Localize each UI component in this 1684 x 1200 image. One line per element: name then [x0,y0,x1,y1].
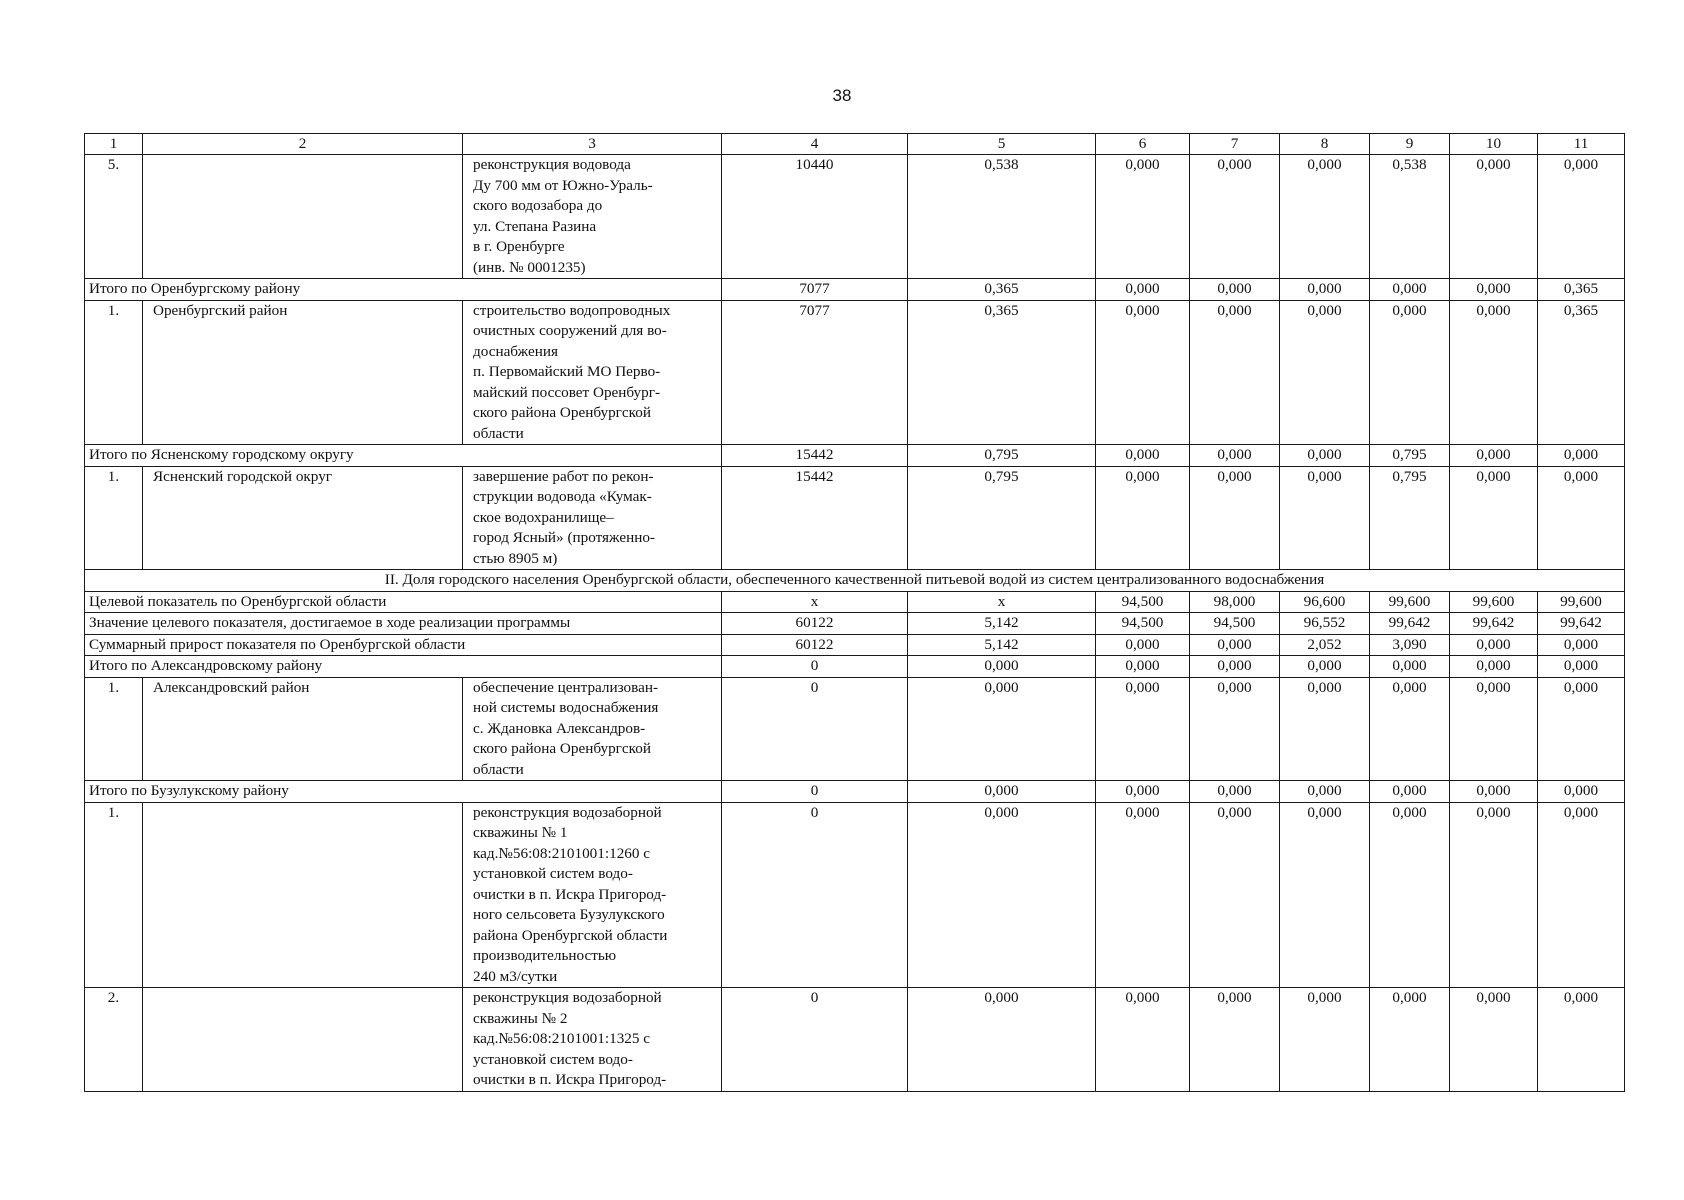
col4-value: 10440 [722,155,908,279]
col5-value: 0,000 [908,988,1096,1092]
measure-description: реконструкция водовода Ду 700 мм от Южно-Ураль- ского водозабора до ул. Степана Разина в г. Оренбурге (инв. № 0001235) [463,155,722,279]
col5-value: 0,365 [908,300,1096,445]
col5-value: 0,538 [908,155,1096,279]
column-header: 3 [463,134,722,155]
year-value: 99,642 [1370,613,1450,635]
year-value: 0,000 [1538,634,1625,656]
col5-value: 0,000 [908,802,1096,988]
year-value: 0,000 [1450,802,1538,988]
year-value: 0,000 [1450,781,1538,803]
year-value: 0,000 [1538,988,1625,1092]
year-value: 0,000 [1538,677,1625,781]
year-value: 94,500 [1096,591,1190,613]
district-name [143,155,463,279]
summary-row [85,781,1625,803]
column-header: 1 [85,134,143,155]
column-header: 2 [143,134,463,155]
measure-description: завершение работ по рекон- струкции водовода «Кумак- ское водохранилище– город Ясный» (протяженно- стью 8905 м) [463,466,722,570]
year-value: 0,000 [1190,279,1280,301]
table-row [85,466,1625,570]
year-value: 0,000 [1370,677,1450,781]
column-header: 6 [1096,134,1190,155]
program-table [84,133,1625,1092]
col5-value: 5,142 [908,613,1096,635]
year-value: 0,000 [1370,656,1450,678]
year-value: 0,000 [1096,279,1190,301]
measure-description: реконструкция водозаборной скважины № 2 кад.№56:08:2101001:1325 с установкой систем водо- очистки в п. Искра Пригород- [463,988,722,1092]
summary-row [85,591,1625,613]
year-value: 0,000 [1096,802,1190,988]
year-value: 94,500 [1096,613,1190,635]
table-row [85,802,1625,988]
table-row [85,155,1625,279]
col5-value: 5,142 [908,634,1096,656]
summary-label: Суммарный прирост показателя по Оренбургской области [85,634,722,656]
year-value: 0,000 [1538,802,1625,988]
col4-value: 0 [722,988,908,1092]
col4-value: 0 [722,656,908,678]
year-value: 0,000 [1096,634,1190,656]
col5-value: 0,000 [908,656,1096,678]
table-row [85,300,1625,445]
year-value: 0,795 [1370,466,1450,570]
col4-value: 15442 [722,466,908,570]
col5-value: 0,000 [908,781,1096,803]
row-number: 1. [85,677,143,781]
summary-row [85,634,1625,656]
year-value: 0,000 [1280,781,1370,803]
year-value: 0,000 [1450,155,1538,279]
col5-value: x [908,591,1096,613]
year-value: 0,000 [1280,466,1370,570]
year-value: 0,000 [1450,656,1538,678]
summary-row [85,656,1625,678]
year-value: 0,000 [1280,677,1370,781]
col4-value: 0 [722,802,908,988]
year-value: 0,000 [1096,466,1190,570]
year-value: 99,642 [1538,613,1625,635]
year-value: 0,000 [1190,445,1280,467]
summary-label: Итого по Оренбургскому району [85,279,722,301]
summary-row [85,613,1625,635]
district-name [143,988,463,1092]
year-value: 0,795 [1370,445,1450,467]
row-number: 1. [85,802,143,988]
measure-description: реконструкция водозаборной скважины № 1 кад.№56:08:2101001:1260 с установкой систем водо- очистки в п. Искра Пригород- ного сельсовета Бузулукского района Оренбургской области производительностью 240 м3/сутки [463,802,722,988]
summary-row [85,445,1625,467]
col5-value: 0,795 [908,466,1096,570]
year-value: 0,000 [1450,300,1538,445]
year-value: 0,000 [1190,802,1280,988]
summary-label: Итого по Александровскому району [85,656,722,678]
year-value: 96,552 [1280,613,1370,635]
year-value: 99,600 [1450,591,1538,613]
year-value: 0,000 [1190,781,1280,803]
year-value: 0,000 [1538,445,1625,467]
row-number: 2. [85,988,143,1092]
year-value: 0,000 [1280,445,1370,467]
year-value: 2,052 [1280,634,1370,656]
summary-label: Итого по Бузулукскому району [85,781,722,803]
col5-value: 0,000 [908,677,1096,781]
year-value: 0,000 [1190,634,1280,656]
year-value: 0,000 [1370,300,1450,445]
column-header: 7 [1190,134,1280,155]
year-value: 0,000 [1450,988,1538,1092]
year-value: 99,600 [1538,591,1625,613]
measure-description: строительство водопроводных очистных сооружений для во- доснабжения п. Первомайский МО Перво- майский поссовет Оренбург- ского района Оренбургской области [463,300,722,445]
year-value: 0,000 [1280,988,1370,1092]
measure-description: обеспечение централизован- ной системы водоснабжения с. Ждановка Александров- ского района Оренбургской области [463,677,722,781]
district-name: Александровский район [143,677,463,781]
col4-value: 60122 [722,613,908,635]
district-name: Оренбургский район [143,300,463,445]
year-value: 0,538 [1370,155,1450,279]
year-value: 0,000 [1096,300,1190,445]
col4-value: 0 [722,677,908,781]
table-body [85,134,1625,1092]
col4-value: 15442 [722,445,908,467]
col5-value: 0,795 [908,445,1096,467]
col4-value: 0 [722,781,908,803]
summary-label: Целевой показатель по Оренбургской области [85,591,722,613]
year-value: 0,000 [1190,300,1280,445]
year-value: 0,000 [1096,155,1190,279]
row-number: 1. [85,300,143,445]
year-value: 0,000 [1538,656,1625,678]
year-value: 99,642 [1450,613,1538,635]
column-header-row [85,134,1625,155]
summary-row [85,279,1625,301]
year-value: 0,000 [1190,656,1280,678]
year-value: 0,000 [1190,677,1280,781]
column-header: 4 [722,134,908,155]
section-heading: II. Доля городского населения Оренбургской области, обеспеченного качественной питьевой водой из систем централизованного водоснабжения [85,570,1625,592]
year-value: 0,000 [1538,781,1625,803]
column-header: 11 [1538,134,1625,155]
page-number: 38 [832,86,852,105]
col4-value: 7077 [722,300,908,445]
year-value: 0,000 [1280,656,1370,678]
year-value: 98,000 [1190,591,1280,613]
year-value: 0,000 [1280,802,1370,988]
col5-value: 0,365 [908,279,1096,301]
year-value: 0,000 [1450,677,1538,781]
year-value: 0,000 [1280,155,1370,279]
column-header: 9 [1370,134,1450,155]
year-value: 0,000 [1450,634,1538,656]
year-value: 0,000 [1096,781,1190,803]
summary-label: Итого по Ясненскому городскому округу [85,445,722,467]
col4-value: 7077 [722,279,908,301]
year-value: 0,000 [1370,279,1450,301]
col4-value: x [722,591,908,613]
year-value: 0,000 [1538,155,1625,279]
year-value: 0,000 [1450,445,1538,467]
year-value: 0,365 [1538,279,1625,301]
row-number: 1. [85,466,143,570]
district-name: Ясненский городской округ [143,466,463,570]
district-name [143,802,463,988]
section-heading-row [85,570,1625,592]
year-value: 0,000 [1096,445,1190,467]
year-value: 0,000 [1096,656,1190,678]
year-value: 0,000 [1280,300,1370,445]
year-value: 0,000 [1370,781,1450,803]
year-value: 0,000 [1450,466,1538,570]
year-value: 94,500 [1190,613,1280,635]
year-value: 0,000 [1450,279,1538,301]
year-value: 0,365 [1538,300,1625,445]
year-value: 3,090 [1370,634,1450,656]
year-value: 0,000 [1096,988,1190,1092]
col4-value: 60122 [722,634,908,656]
table-row [85,988,1625,1092]
year-value: 99,600 [1370,591,1450,613]
column-header: 8 [1280,134,1370,155]
year-value: 0,000 [1280,279,1370,301]
row-number: 5. [85,155,143,279]
year-value: 0,000 [1538,466,1625,570]
year-value: 0,000 [1190,155,1280,279]
year-value: 0,000 [1370,802,1450,988]
year-value: 0,000 [1190,466,1280,570]
year-value: 0,000 [1370,988,1450,1092]
column-header: 10 [1450,134,1538,155]
summary-label: Значение целевого показателя, достигаемое в ходе реализации программы [85,613,722,635]
table-row [85,677,1625,781]
year-value: 0,000 [1096,677,1190,781]
column-header: 5 [908,134,1096,155]
year-value: 0,000 [1190,988,1280,1092]
year-value: 96,600 [1280,591,1370,613]
